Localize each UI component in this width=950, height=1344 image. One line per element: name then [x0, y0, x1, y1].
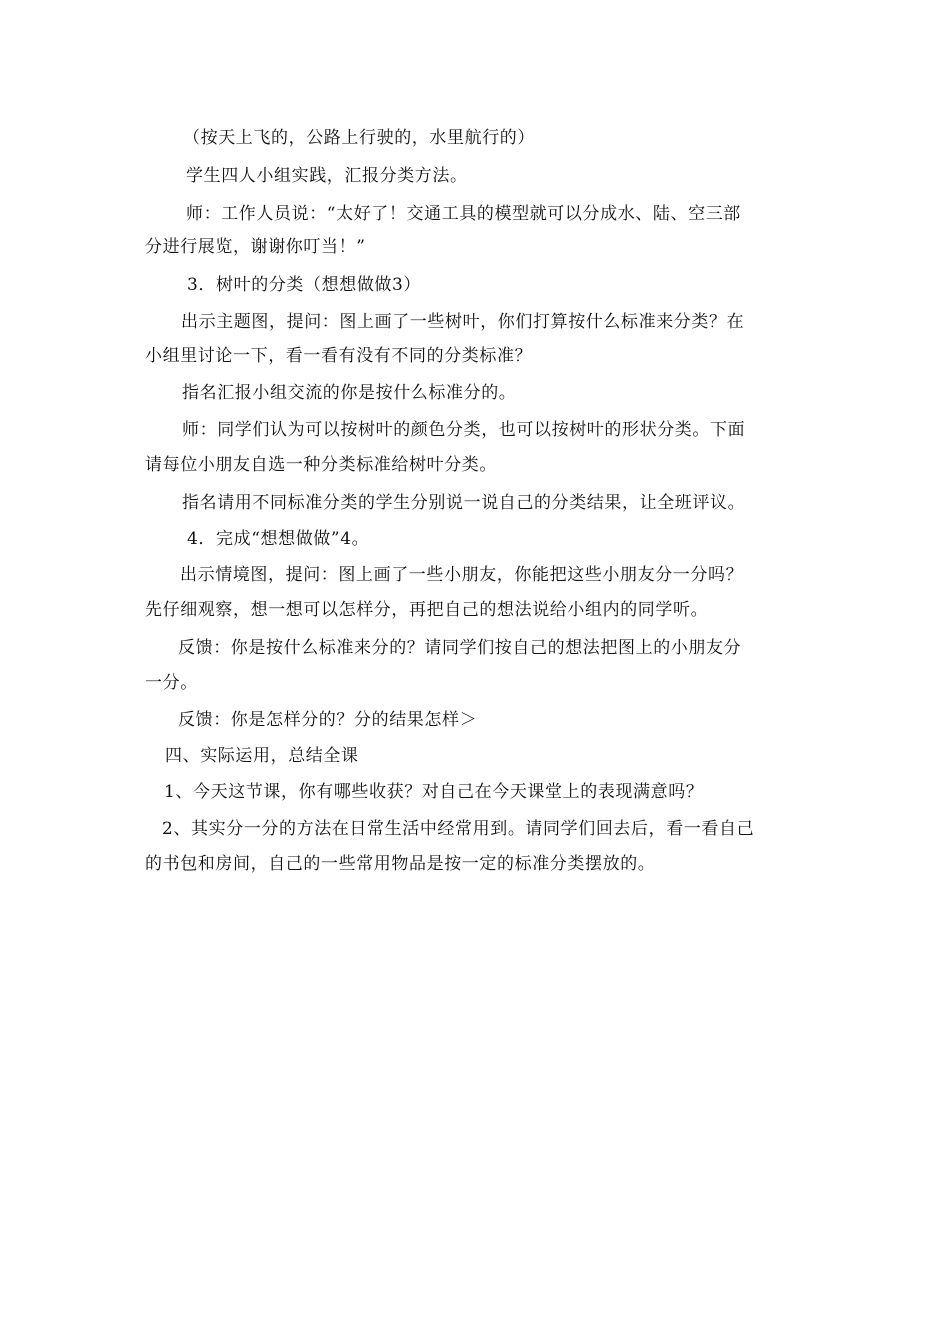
paragraph-line: 先仔细观察，想一想可以怎样分，再把自己的想法说给小组内的同学听。: [145, 600, 709, 620]
paragraph-line: 一分。: [145, 673, 198, 693]
section-heading: 3．树叶的分类（想想做做3）: [187, 275, 422, 295]
paragraph-line: 指名请用不同标准分类的学生分别说一说自己的分类结果，让全班评议。: [182, 493, 746, 513]
paragraph-line: 学生四人小组实践，汇报分类方法。: [186, 166, 468, 186]
paragraph-line: 反馈：你是怎样分的？分的结果怎样＞: [178, 710, 478, 730]
paragraph-line: （按天上飞的，公路上行驶的，水里航行的）: [183, 128, 535, 148]
paragraph-line: 师：工作人员说：“太好了！交通工具的模型就可以分成水、陆、空三部: [186, 204, 741, 224]
section-heading: 4．完成“想想做做”4。: [187, 529, 370, 549]
paragraph-line: 出示主题图，提问：图上画了一些树叶，你们打算按什么标准来分类？在: [181, 312, 745, 332]
paragraph-line: 的书包和房间，自己的一些常用物品是按一定的标准分类摆放的。: [145, 854, 656, 874]
paragraph-line: 反馈：你是按什么标准来分的？请同学们按自己的想法把图上的小朋友分: [178, 638, 742, 658]
paragraph-line: 分进行展览，谢谢你叮当！”: [145, 237, 366, 257]
paragraph-line: 师：同学们认为可以按树叶的颜色分类，也可以按树叶的形状分类。下面: [182, 420, 746, 440]
paragraph-line: 出示情境图，提问：图上画了一些小朋友，你能把这些小朋友分一分吗？: [180, 565, 744, 585]
paragraph-line: 请每位小朋友自选一种分类标准给树叶分类。: [145, 455, 497, 475]
paragraph-line: 2、其实分一分的方法在日常生活中经常用到。请同学们回去后，看一看自己: [162, 819, 755, 839]
paragraph-line: 指名汇报小组交流的你是按什么标准分的。: [182, 383, 517, 403]
paragraph-line: 1、今天这节课，你有哪些收获？对自己在今天课堂上的表现满意吗？: [164, 782, 704, 802]
section-heading: 四、实际运用，总结全课: [165, 746, 359, 766]
paragraph-line: 小组里讨论一下，看一看有没有不同的分类标准？: [145, 346, 533, 366]
